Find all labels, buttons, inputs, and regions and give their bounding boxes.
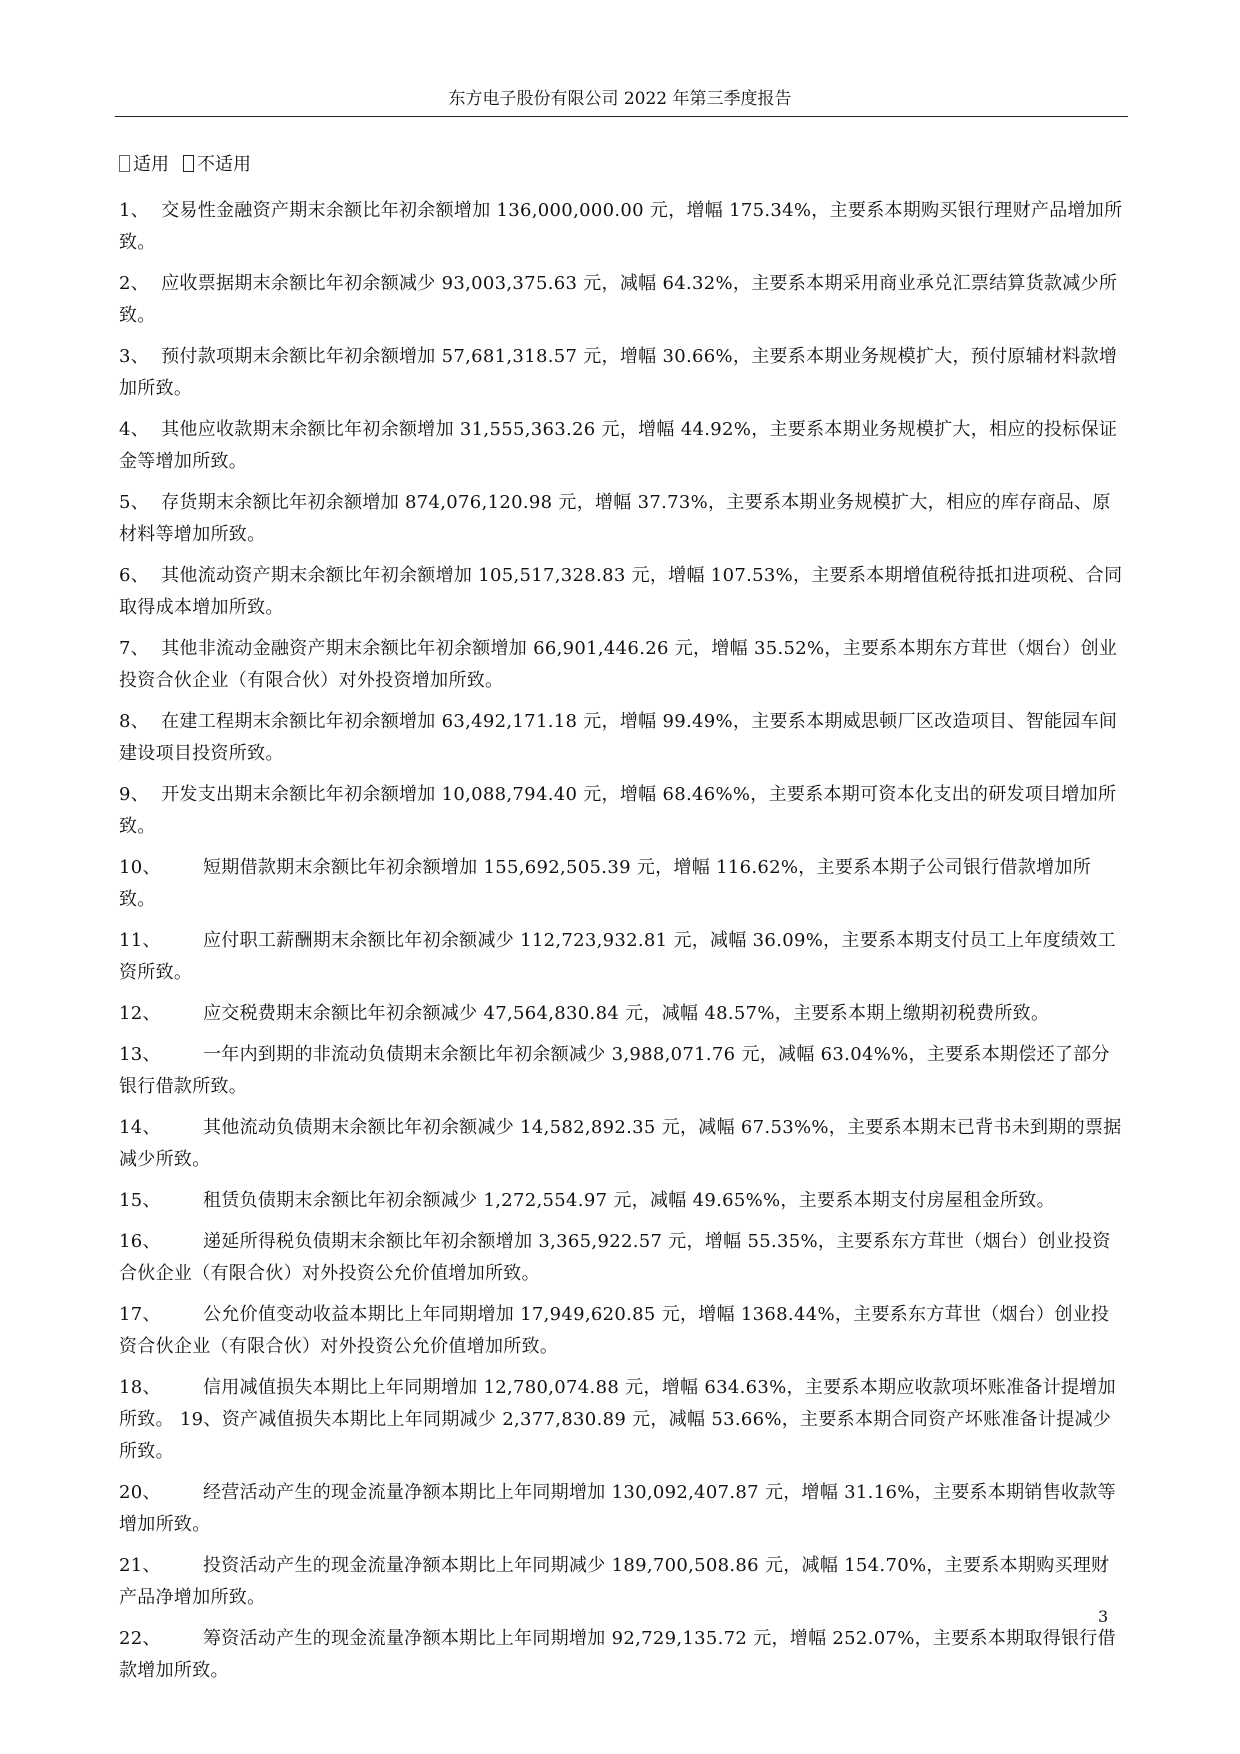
list-item: [119, 1372, 1124, 1468]
item-text: 交易性金融资产期末余额比年初余额增加 136,000,000.00 元，增幅 175.34%，主要系本期购买银行理财产品增加所致。: [119, 200, 1123, 253]
list-item: [119, 706, 1124, 770]
list-item: [119, 925, 1124, 989]
item-number: 12、: [119, 1003, 203, 1024]
item-text: 租赁负债期末余额比年初余额减少 1,272,554.97 元，减幅 49.65%%，主要系本期支付房屋租金所致。: [202, 1190, 1055, 1211]
item-text: 应收票据期末余额比年初余额减少 93,003,375.63 元，减幅 64.32%，主要系本期采用商业承兑汇票结算货款减少所致。: [119, 273, 1118, 326]
header-divider: [115, 116, 1128, 117]
list-item: [119, 414, 1124, 478]
applicable-checkbox-icon: [119, 155, 130, 172]
item-text: 短期借款期末余额比年初余额增加 155,692,505.39 元，增幅 116.62%，主要系本期子公司银行借款增加所致。: [119, 857, 1092, 910]
item-text: 存货期末余额比年初余额增加 874,076,120.98 元，增幅 37.73%，主要系本期业务规模扩大，相应的库存商品、原材料等增加所致。: [119, 492, 1111, 545]
list-item: [119, 1299, 1124, 1363]
item-text: 筹资活动产生的现金流量净额本期比上年同期增加 92,729,135.72 元，增幅 252.07%，主要系本期取得银行借款增加所致。: [119, 1628, 1116, 1681]
item-text: 其他流动负债期末余额比年初余额减少 14,582,892.35 元，减幅 67.53%%，主要系本期末已背书未到期的票据减少所致。: [119, 1117, 1122, 1170]
item-text: 开发支出期末余额比年初余额增加 10,088,794.40 元，增幅 68.46%%，主要系本期可资本化支出的研发项目增加所致。: [119, 784, 1117, 837]
list-item: [119, 779, 1124, 843]
item-number: 1、: [119, 200, 162, 221]
change-explanation-list: [119, 195, 1124, 1696]
item-number: 4、: [119, 419, 162, 440]
item-number: 21、: [119, 1555, 203, 1576]
item-text: 信用减值损失本期比上年同期增加 12,780,074.88 元，增幅 634.63%，主要系本期应收款项坏账准备计提增加所致。 19、资产减值损失本期比上年同期减少 2,377,830.89 元，减幅 53.66%，主要系本期合同资产坏账准备计提减少所致。: [119, 1377, 1116, 1462]
list-item: [119, 852, 1124, 916]
list-item: [119, 1477, 1124, 1541]
item-number: 9、: [119, 784, 162, 805]
item-number: 5、: [119, 492, 162, 513]
item-number: 11、: [119, 930, 203, 951]
item-text: 其他流动资产期末余额比年初余额增加 105,517,328.83 元，增幅 107.53%，主要系本期增值税待抵扣进项税、合同取得成本增加所致。: [119, 565, 1123, 618]
item-number: 3、: [119, 346, 162, 367]
item-text: 在建工程期末余额比年初余额增加 63,492,171.18 元，增幅 99.49%，主要系本期威思顿厂区改造项目、智能园车间建设项目投资所致。: [119, 711, 1118, 764]
item-text: 其他应收款期末余额比年初余额增加 31,555,363.26 元，增幅 44.92%，主要系本期业务规模扩大，相应的投标保证金等增加所致。: [119, 419, 1118, 472]
item-text: 投资活动产生的现金流量净额本期比上年同期减少 189,700,508.86 元，减幅 154.70%，主要系本期购买理财产品净增加所致。: [119, 1555, 1110, 1608]
not-applicable-checkbox-icon: [183, 155, 194, 172]
item-text: 经营活动产生的现金流量净额本期比上年同期增加 130,092,407.87 元，增幅 31.16%，主要系本期销售收款等增加所致。: [119, 1482, 1116, 1535]
page-number: 3: [1098, 1607, 1109, 1626]
item-text: 应付职工薪酬期末余额比年初余额减少 112,723,932.81 元，减幅 36.09%，主要系本期支付员工上年度绩效工资所致。: [119, 930, 1116, 983]
item-text: 一年内到期的非流动负债期末余额比年初余额减少 3,988,071.76 元，减幅 63.04%%，主要系本期偿还了部分银行借款所致。: [119, 1044, 1110, 1097]
item-text: 递延所得税负债期末余额比年初余额增加 3,365,922.57 元，增幅 55.35%，主要系东方茸世（烟台）创业投资合伙企业（有限合伙）对外投资公允价值增加所致。: [119, 1231, 1111, 1284]
list-item: [119, 998, 1124, 1030]
item-number: 8、: [119, 711, 162, 732]
item-text: 公允价值变动收益本期比上年同期增加 17,949,620.85 元，增幅 1368.44%，主要系东方茸世（烟台）创业投资合伙企业（有限合伙）对外投资公允价值增加所致。: [119, 1304, 1110, 1357]
item-number: 15、: [119, 1190, 203, 1211]
item-number: 10、: [119, 857, 203, 878]
item-number: 2、: [119, 273, 162, 294]
item-text: 预付款项期末余额比年初余额增加 57,681,318.57 元，增幅 30.66%，主要系本期业务规模扩大，预付原辅材料款增加所致。: [119, 346, 1118, 399]
list-item: [119, 341, 1124, 405]
item-number: 13、: [119, 1044, 203, 1065]
list-item: [119, 1039, 1124, 1103]
list-item: [119, 1550, 1124, 1614]
list-item: [119, 487, 1124, 551]
not-applicable-label: 不适用: [197, 154, 251, 175]
item-number: 6、: [119, 565, 162, 586]
list-item: [119, 560, 1124, 624]
applicability-options: [119, 152, 251, 178]
item-text: 其他非流动金融资产期末余额比年初余额增加 66,901,446.26 元，增幅 35.52%，主要系本期东方茸世（烟台）创业投资合伙企业（有限合伙）对外投资增加所致。: [119, 638, 1118, 691]
item-number: 14、: [119, 1117, 203, 1138]
list-item: [119, 1112, 1124, 1176]
item-text: 应交税费期末余额比年初余额减少 47,564,830.84 元，减幅 48.57%，主要系本期上缴期初税费所致。: [202, 1003, 1050, 1024]
item-number: 7、: [119, 638, 162, 659]
list-item: [119, 1185, 1124, 1217]
item-number: 20、: [119, 1482, 203, 1503]
list-item: [119, 195, 1124, 259]
item-number: 22、: [119, 1628, 203, 1649]
list-item: [119, 1226, 1124, 1290]
list-item: [119, 268, 1124, 332]
report-header-title: 东方电子股份有限公司 2022 年第三季度报告: [448, 89, 792, 109]
list-item: [119, 1623, 1124, 1687]
applicable-label: 适用: [133, 154, 169, 175]
item-number: 18、: [119, 1377, 203, 1398]
list-item: [119, 633, 1124, 697]
item-number: 17、: [119, 1304, 203, 1325]
item-number: 16、: [119, 1231, 203, 1252]
